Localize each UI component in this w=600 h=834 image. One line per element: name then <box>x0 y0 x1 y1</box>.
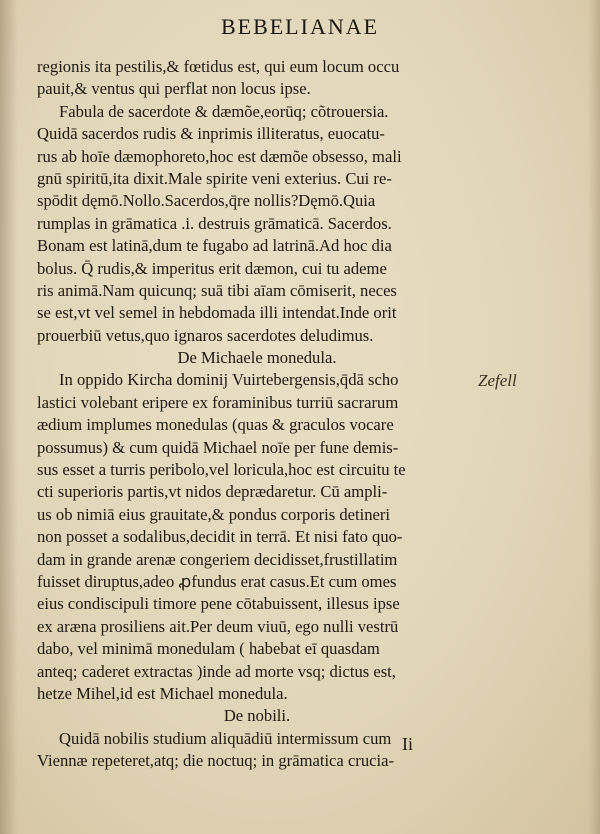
text-line: pauit,& ventus qui perflat non locus ipse. <box>37 79 311 99</box>
text-line: ris animā.Nam quicunq; suā tibi aīam cōmiserit, neces <box>37 280 397 300</box>
body-text <box>37 56 477 773</box>
text-line: non posset a sodalibus,decidit in terrā. Et nisi fato quo- <box>37 527 403 547</box>
text-line: sus esset a turris peribolo,vel loricula,hoc est circuitu te <box>37 460 406 480</box>
section-heading: De nobili. <box>223 706 291 726</box>
text-line: gnū spiritū,ita dixit.Male spirite veni exterius. Cui re- <box>37 168 392 188</box>
signature-mark: Ii <box>402 734 413 754</box>
text-line: eius condiscipuli timore pene cōtabuissent, illesus ipse <box>37 594 400 614</box>
text-line: Quidā sacerdos rudis & inprimis illiteratus, euocatu- <box>37 124 385 144</box>
text-line: anteq; caderet extractas )inde ad morte vsq; dictus est, <box>37 661 396 681</box>
page-edge-shadow <box>588 0 600 834</box>
text-line: Quidā nobilis studium aliquādiū intermissum cum <box>59 728 392 748</box>
text-line: cti superioris partis,vt nidos deprædaretur. Cū ampli- <box>37 482 388 502</box>
text-line: se est,vt vel semel in hebdomada illi intendat.Inde orit <box>37 303 397 323</box>
gutter-shadow <box>0 0 18 834</box>
marginal-annotation: Zefell <box>478 371 517 390</box>
section-heading: De Michaele monedula. <box>177 348 337 368</box>
text-line: prouerbiū vetus,quo ignaros sacerdotes deludimus. <box>37 325 374 345</box>
text-line: Viennæ repeteret,atq; die noctuq; in grāmatica crucia- <box>37 751 394 771</box>
text-line: possumus) & cum quidā Michael noīe per fune demis- <box>37 437 399 457</box>
text-line: ex aræna prosiliens ait.Per deum viuū, ego nulli vestrū <box>37 616 399 636</box>
text-line: dabo, vel minimā monedulam ( habebat eī quasdam <box>37 639 380 659</box>
text-line: Bonam est latinā,dum te fugabo ad latrinā.Ad hoc dia <box>37 236 392 256</box>
text-line: bolus. Q̄ rudis,& imperitus erit dæmon, cui tu ademe <box>37 258 387 278</box>
text-line: hetze Mihel,id est Michael monedula. <box>37 683 288 703</box>
text-line: lastici volebant eripere ex foraminibus turriū sacrarum <box>37 392 399 412</box>
text-line: spōdit dęmō.Nollo.Sacerdos,q̄re nollis?Dęmō.Quia <box>37 191 376 211</box>
text-line: rumplas in grāmatica .i. destruis grāmaticā. Sacerdos. <box>37 213 392 233</box>
text-line: rus ab hoīe dæmophoreto,hoc est dæmõe obsesso, mali <box>37 146 402 166</box>
text-line: regionis ita pestilis,& fœtidus est, qui eum locum occu <box>37 57 400 76</box>
text-line: fuisset diruptus,adeo ꝓfundus erat casus.Et cum omes <box>37 571 397 591</box>
text-line: dam in grande arenæ congeriem decidisset,frustillatim <box>37 549 398 569</box>
text-line: Fabula de sacerdote & dæmõe,eorūq; cõtrouersia. <box>59 101 389 121</box>
text-line: In oppido Kircha dominij Vuirtebergensis,q̄dā scho <box>59 370 399 390</box>
text-line: us ob nimiā eius grauitate,& pondus corporis detineri <box>37 504 391 524</box>
text-line: ædium implumes monedulas (quas & graculos vocare <box>37 415 394 435</box>
running-head: BEBELIANAE <box>220 14 380 39</box>
